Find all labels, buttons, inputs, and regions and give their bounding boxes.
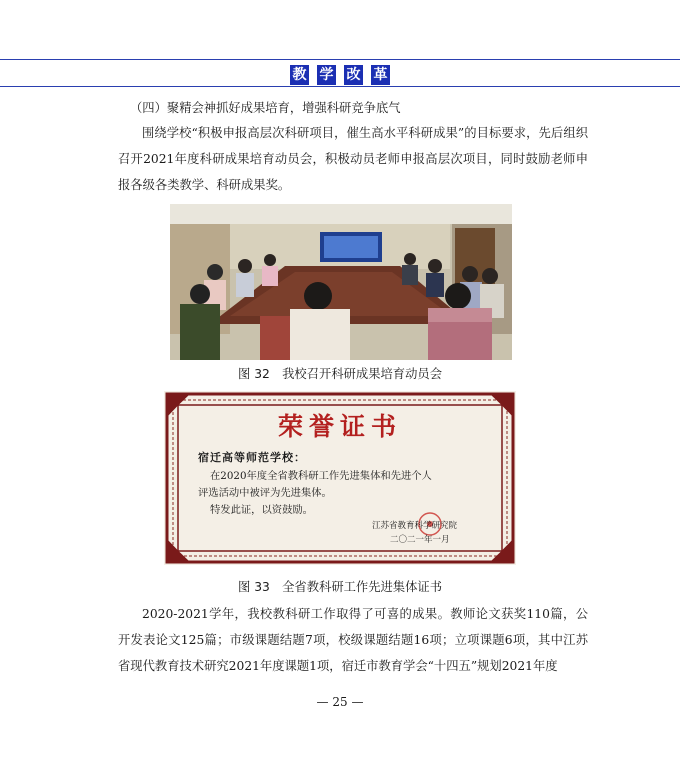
certificate-body-line-3: 特发此证，以资鼓励。 — [210, 504, 313, 516]
certificate-title: 荣誉证书 — [277, 412, 402, 441]
section-title-char: 教 — [290, 65, 309, 85]
page-number: — 25 — — [316, 695, 364, 709]
section-heading: （四）聚精会神抓好成果培育，增强科研竞争底气 — [130, 101, 401, 115]
certificate-date: 二〇二一年一月 — [390, 535, 450, 545]
meeting-photo-image — [170, 204, 512, 360]
certificate-body-line-2: 评选活动中被评为先进集体。 — [198, 487, 332, 499]
section-title — [0, 64, 680, 85]
paragraph-1: 围绕学校“积极申报高层次科研项目，催生高水平科研成果”的目标要求，先后组织召开2021年度科研成果培育动员会，积极动员老师申报高层次项目，同时鼓励老师申报各级各类教学、科研成果奖。 — [118, 126, 588, 192]
figure-33-caption: 图 33 全省教科研工作先进集体证书 — [237, 580, 442, 594]
section-title-char: 学 — [317, 65, 336, 85]
certificate-recipient: 宿迁高等师范学校： — [198, 451, 306, 464]
certificate-issuer: 江苏省教育科学研究院 — [372, 521, 458, 531]
header-rule-bottom — [0, 86, 680, 87]
honor-certificate-image — [164, 391, 516, 565]
meeting-photo — [170, 204, 512, 360]
figure-32-caption: 图 32 我校召开科研成果培育动员会 — [237, 367, 442, 381]
section-title-char: 改 — [344, 65, 363, 85]
section-title-char: 革 — [371, 65, 390, 85]
certificate-body-line-1: 在2020年度全省教科研工作先进集体和先进个人 — [210, 470, 432, 482]
header-rule-top — [0, 59, 680, 60]
paragraph-2: 2020-2021学年，我校教科研工作取得了可喜的成果。教师论文获奖110篇，公开发表论文125篇；市级课题结题7项，校级课题结题16项；立项课题6项，其中江苏省现代教育技术研究2021年度课题1项，宿迁市教育学会“十四五”规划2021年度 — [118, 607, 588, 673]
